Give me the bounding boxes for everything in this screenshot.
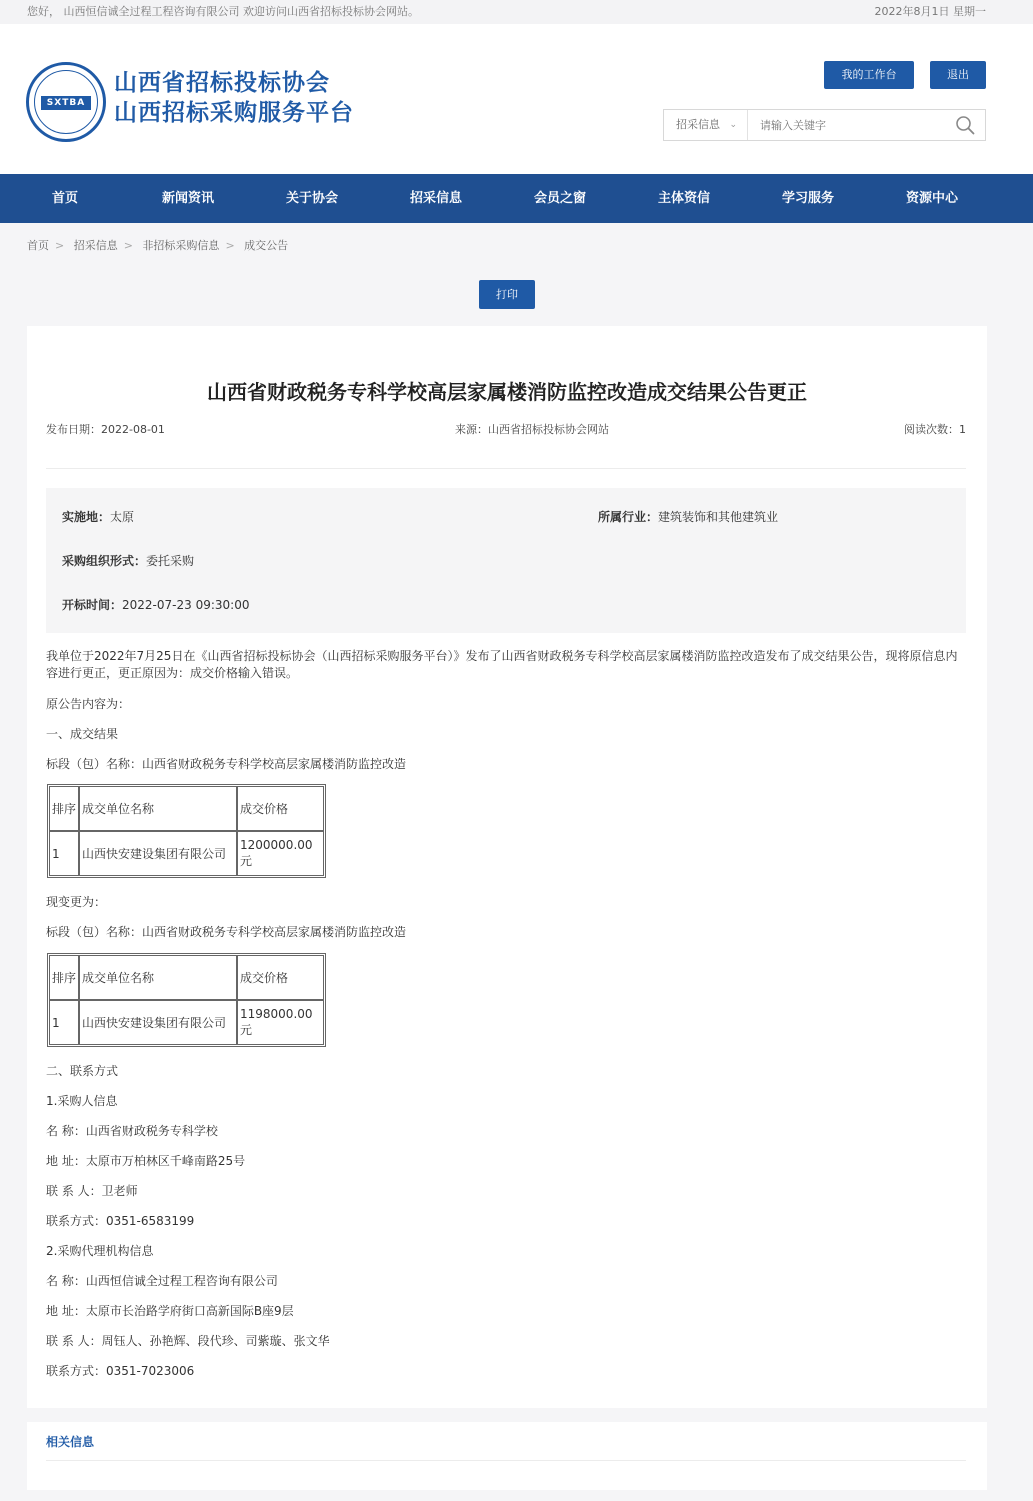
breadcrumb	[27, 237, 294, 253]
breadcrumb-non-tender[interactable]: 非招标采购信息	[142, 239, 220, 252]
open-time-label: 开标时间：	[62, 598, 123, 612]
breadcrumb-procurement[interactable]: 招采信息	[73, 239, 118, 252]
info-panel	[46, 488, 966, 633]
nav-item-about[interactable]: 关于协会	[286, 191, 339, 206]
agent-phone: 联系方式：0351-7023006	[46, 1364, 195, 1378]
industry-label: 所属行业：	[598, 510, 659, 524]
table-row	[49, 831, 324, 876]
agent-heading: 2.采购代理机构信息	[46, 1244, 154, 1258]
location-field	[62, 508, 134, 525]
open-time-value: 2022-07-23 09:30:00	[122, 598, 250, 612]
related-panel	[27, 1422, 987, 1490]
nav-item-learning[interactable]: 学习服务	[782, 191, 835, 206]
search-category-select[interactable]	[664, 110, 748, 140]
table-header-row	[49, 955, 324, 1000]
correction-paragraph: 我单位于2022年7月25日在《山西省招标投标协会（山西招标采购服务平台）》发布了山西省财政税务专科学校高层家属楼消防监控改造发布了成交结果公告，现将原信息内容进行更正，更正原因为：成交价格输入错误。	[46, 649, 958, 680]
search-icon[interactable]	[955, 115, 975, 135]
agent-name: 名 称：山西恒信诚全过程工程咨询有限公司	[46, 1274, 278, 1288]
breadcrumb-current: 成交公告	[244, 239, 289, 252]
logo-badge: SXTBA	[41, 96, 91, 110]
search-input[interactable]	[750, 110, 940, 140]
table-cell: 山西快安建设集团有限公司	[79, 831, 237, 876]
corrected-result-table	[47, 953, 326, 1047]
print-button[interactable]: 打印	[479, 280, 535, 309]
table-cell: 1	[49, 831, 79, 876]
nav-item-procurement[interactable]: 招采信息	[410, 191, 463, 206]
lot-name: 标段（包）名称：山西省财政税务专科学校高层家属楼消防监控改造	[46, 757, 407, 771]
industry-field	[598, 508, 778, 525]
buyer-contact: 联 系 人：卫老师	[46, 1184, 138, 1198]
site-title-line2: 山西招标采购服务平台	[114, 100, 354, 126]
table-header-cell: 排序	[49, 955, 79, 1000]
open-time-field	[62, 596, 249, 613]
breadcrumb-separator: >	[225, 239, 235, 252]
section-contact: 二、联系方式	[46, 1064, 119, 1078]
nav-item-credit[interactable]: 主体资信	[658, 191, 711, 206]
section-deal-result: 一、成交结果	[46, 727, 119, 741]
buyer-address: 地 址：太原市万柏林区千峰南路25号	[46, 1154, 246, 1168]
changed-heading: 现变更为：	[46, 895, 107, 909]
table-header-cell: 成交单位名称	[79, 786, 237, 831]
breadcrumb-separator: >	[55, 239, 65, 252]
nav-item-members[interactable]: 会员之窗	[534, 191, 587, 206]
main-nav	[0, 174, 1033, 223]
agent-contact: 联 系 人：周钰人、孙艳辉、段代珍、司紫璇、张文华	[46, 1334, 330, 1348]
divider	[46, 468, 966, 469]
original-heading: 原公告内容为：	[46, 697, 131, 711]
site-logo[interactable]	[26, 62, 106, 142]
site-title-line1: 山西省招标投标协会	[114, 70, 330, 96]
agent-address: 地 址：太原市长治路学府街口高新国际B座9层	[46, 1304, 294, 1318]
related-heading: 相关信息	[46, 1435, 95, 1449]
search-category-label: 招采信息	[676, 118, 720, 131]
table-cell: 山西快安建设集团有限公司	[79, 1000, 237, 1045]
nav-item-resources[interactable]: 资源中心	[906, 191, 959, 206]
table-header-cell: 排序	[49, 786, 79, 831]
table-row	[49, 1000, 324, 1045]
table-header-cell: 成交单位名称	[79, 955, 237, 1000]
nav-item-home[interactable]: 首页	[52, 191, 79, 206]
search-bar	[663, 109, 986, 141]
article-title: 山西省财政税务专科学校高层家属楼消防监控改造成交结果公告更正	[207, 380, 807, 404]
buyer-heading: 1.采购人信息	[46, 1094, 118, 1108]
table-header-cell: 成交价格	[237, 955, 324, 1000]
table-header-row	[49, 786, 324, 831]
chevron-down-icon: ⌄	[729, 120, 737, 130]
site-title[interactable]	[114, 68, 354, 128]
table-cell: 1200000.00元	[237, 831, 324, 876]
lot-name-2: 标段（包）名称：山西省财政税务专科学校高层家属楼消防监控改造	[46, 925, 407, 939]
breadcrumb-home[interactable]: 首页	[27, 239, 49, 252]
location-value: 太原	[110, 510, 135, 524]
location-label: 实施地：	[62, 510, 111, 524]
industry-value: 建筑装饰和其他建筑业	[658, 510, 779, 524]
org-form-value: 委托采购	[146, 554, 195, 568]
breadcrumb-separator: >	[123, 239, 133, 252]
logout-button[interactable]: 退出	[930, 61, 986, 89]
buyer-phone: 联系方式：0351-6583199	[46, 1214, 195, 1228]
workbench-button[interactable]: 我的工作台	[824, 61, 914, 89]
current-date: 2022年8月1日 星期一	[874, 5, 986, 18]
publish-date: 发布日期：2022-08-01	[46, 423, 165, 436]
article-card	[27, 326, 987, 1408]
table-cell: 1198000.00元	[237, 1000, 324, 1045]
article-source: 来源：山西省招标投标协会网站	[455, 423, 609, 436]
buyer-name: 名 称：山西省财政税务专科学校	[46, 1124, 218, 1138]
nav-item-news[interactable]: 新闻资讯	[162, 191, 215, 206]
read-count: 阅读次数：1	[904, 423, 966, 436]
divider	[46, 1460, 966, 1461]
org-form-label: 采购组织形式：	[62, 554, 147, 568]
original-result-table	[47, 784, 326, 878]
top-bar	[0, 0, 1033, 24]
welcome-text: 您好， 山西恒信诚全过程工程咨询有限公司 欢迎访问山西省招标投标协会网站。	[27, 5, 419, 18]
table-header-cell: 成交价格	[237, 786, 324, 831]
org-form-field	[62, 552, 194, 569]
table-cell: 1	[49, 1000, 79, 1045]
